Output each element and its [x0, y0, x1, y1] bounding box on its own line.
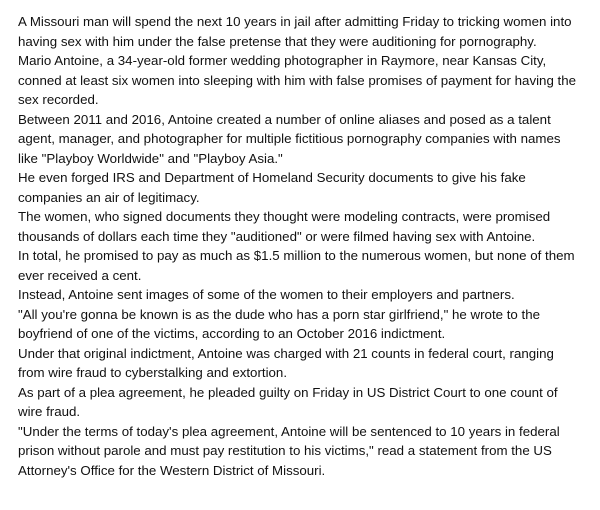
article-paragraph: Mario Antoine, a 34-year-old former wedding photographer in Raymore, near Kansas City, conned at least six women into sleeping with him with false promises of payment for having the sex recorded. — [18, 53, 577, 107]
article-paragraph: The women, who signed documents they thought were modeling contracts, were promised thousands of dollars each time they "auditioned" or were filmed having sex with Antoine. — [18, 209, 551, 244]
article-paragraph: A Missouri man will spend the next 10 years in jail after admitting Friday to tricking women into having sex with him under the false pretense that they were auditioning for pornography. — [18, 14, 572, 49]
article-paragraph: Between 2011 and 2016, Antoine created a number of online aliases and posed as a talent agent, manager, and photographer for multiple fictitious pornography companies with names like "Playboy Worldwide" and "Playboy Asia." — [18, 111, 561, 166]
article-paragraph: Instead, Antoine sent images of some of the women to their employers and partners. — [18, 287, 515, 302]
article-paragraph: He even forged IRS and Department of Homeland Security documents to give his fake companies an air of legitimacy. — [18, 170, 526, 205]
article-paragraph: As part of a plea agreement, he pleaded guilty on Friday in US District Court to one count of wire fraud. — [18, 384, 558, 419]
article-paragraph: "Under the terms of today's plea agreement, Antoine will be sentenced to 10 years in federal prison without parole and must pay restitution to his victims," read a statement from the US Attorney's Office for the Western District of Missouri. — [18, 423, 560, 478]
article-paragraph: Under that original indictment, Antoine was charged with 21 counts in federal court, ranging from wire fraud to cyberstalking and extortion. — [18, 345, 554, 380]
article-paragraph: In total, he promised to pay as much as $1.5 million to the numerous women, but none of them ever received a cent. — [18, 248, 575, 283]
article-paragraph: "All you're gonna be known is as the dude who has a porn star girlfriend," he wrote to the boyfriend of one of the victims, according to an October 2016 indictment. — [18, 306, 541, 341]
article-body — [18, 12, 584, 480]
